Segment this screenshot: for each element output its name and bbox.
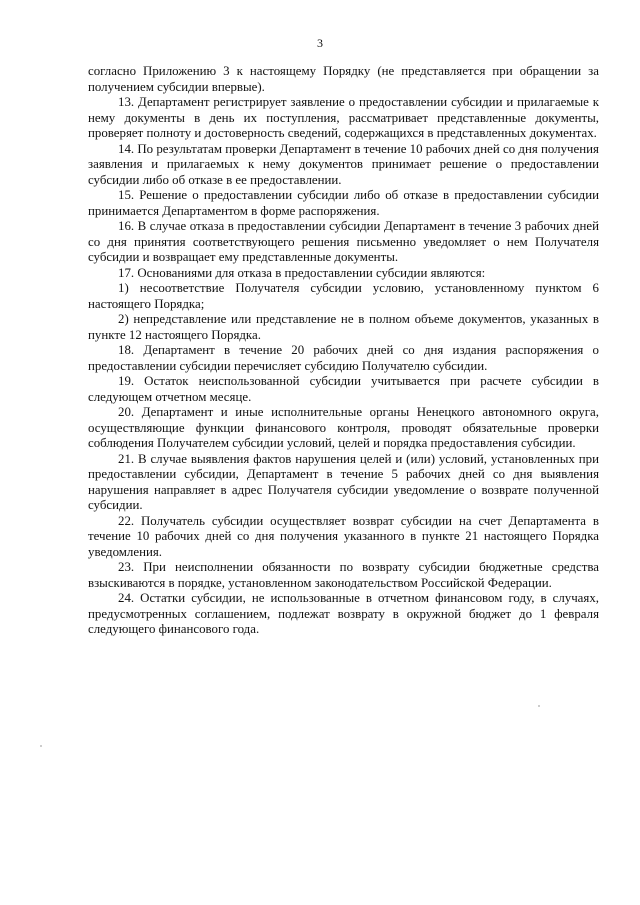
paragraph-13: 13. Департамент регистрирует заявление о предоставлении субсидии и прилагаемые к нему документы в день их поступления, рассматривает представленные документы, проверяет полноту и достоверность сведений, содержащихся в представленных документах. bbox=[88, 95, 599, 140]
paragraph-18: 18. Департамент в течение 20 рабочих дней со дня издания распоряжения о предоставлении субсидии перечисляет субсидию Получателю субсидии. bbox=[88, 343, 599, 373]
paragraph-20: 20. Департамент и иные исполнительные органы Ненецкого автономного округа, осуществляющие функции финансового контроля, проводят обязательные проверки соблюдения Получателем субсидии условий, целей и порядка предоставления субсидии. bbox=[88, 405, 599, 450]
paragraph-23: 23. При неисполнении обязанности по возврату субсидии бюджетные средства взыскиваются в порядке, установленном законодательством Российской Федерации. bbox=[88, 560, 599, 590]
paragraph-16: 16. В случае отказа в предоставлении субсидии Департамент в течение 3 рабочих дней со дня принятия соответствующего решения письменно уведомляет о нем Получателя субсидии и возвращает ему представленные документы. bbox=[88, 219, 599, 264]
document-body bbox=[88, 64, 599, 638]
paragraph-19: 19. Остаток неиспользованной субсидии учитывается при расчете субсидии в следующем отчетном месяце. bbox=[88, 374, 599, 404]
scan-speck bbox=[40, 745, 42, 747]
paragraph-continuation: согласно Приложению 3 к настоящему Порядку (не представляется при обращении за получением субсидии впервые). bbox=[88, 64, 599, 94]
scan-speck bbox=[538, 705, 540, 707]
page-number: 3 bbox=[317, 36, 323, 50]
paragraph-14: 14. По результатам проверки Департамент в течение 10 рабочих дней со дня получения заявления и прилагаемых к нему документов принимает решение о предоставлении субсидии либо об отказе в ее предоставлении. bbox=[88, 141, 599, 187]
paragraph-17-item-2: 2) непредставление или представление не в полном объеме документов, указанных в пункте 12 настоящего Порядка. bbox=[88, 312, 599, 342]
paragraph-21: 21. В случае выявления фактов нарушения целей и (или) условий, установленных при предоставлении субсидии, Департамент в течение 5 рабочих дней со дня выявления нарушения направляет в адрес Получателя субсидии уведомление о возврате полученной субсидии. bbox=[88, 451, 599, 512]
paragraph-22: 22. Получатель субсидии осуществляет возврат субсидии на счет Департамента в течение 10 рабочих дней со дня получения указанного в пункте 21 настоящего Порядка уведомления. bbox=[88, 513, 599, 559]
paragraph-24: 24. Остатки субсидии, не использованные в отчетном финансовом году, в случаях, предусмотренных соглашением, подлежат возврату в окружной бюджет до 1 февраля следующего финансового года. bbox=[88, 591, 599, 636]
paragraph-17: 17. Основаниями для отказа в предоставлении субсидии являются: bbox=[118, 265, 486, 280]
paragraph-15: 15. Решение о предоставлении субсидии либо об отказе в предоставлении субсидии принимается Департаментом в форме распоряжения. bbox=[88, 188, 599, 218]
paragraph-17-item-1: 1) несоответствие Получателя субсидии условию, установленному пунктом 6 настоящего Порядка; bbox=[88, 281, 599, 311]
